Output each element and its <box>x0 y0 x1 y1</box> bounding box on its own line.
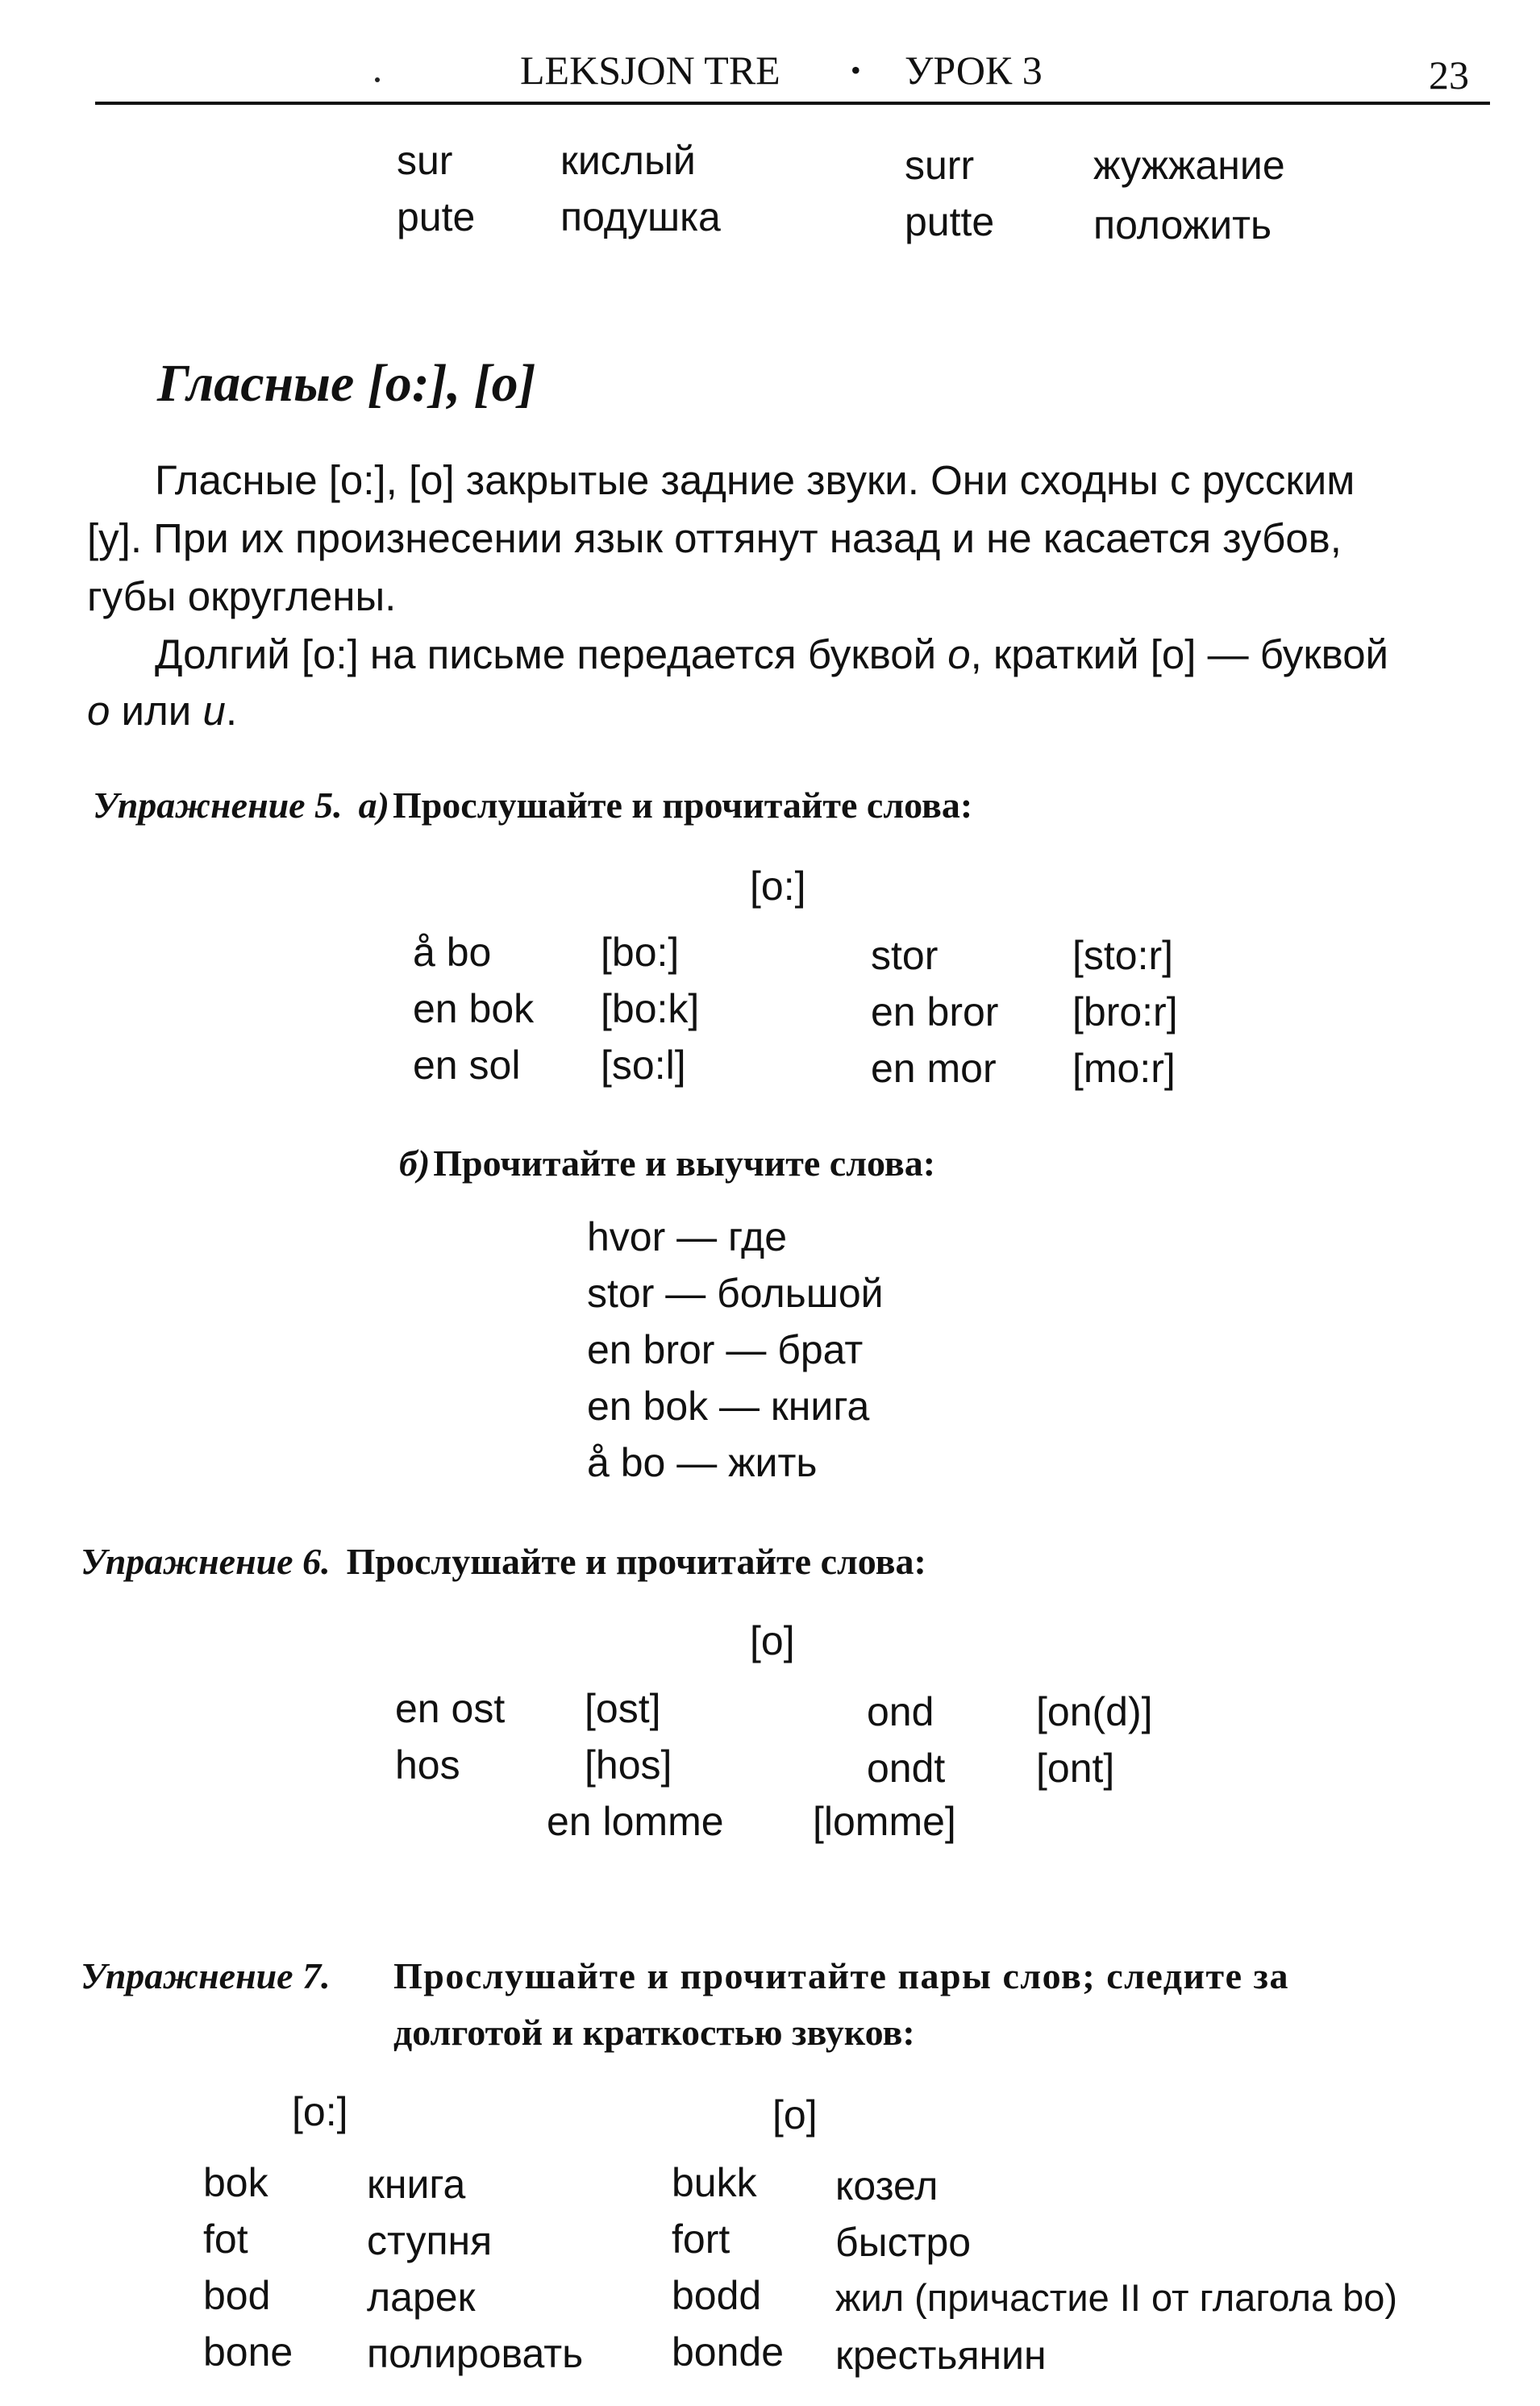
word: en bror <box>871 989 999 1034</box>
part-marker: б) <box>399 1143 431 1184</box>
vocab-item: hvor — где <box>587 1214 788 1259</box>
print-speck <box>375 77 380 82</box>
word-long-ru: ларек <box>367 2275 476 2320</box>
transcription: [ost] <box>585 1686 661 1731</box>
word: ondt <box>867 1746 946 1791</box>
column-sound-short: [o] <box>772 2092 818 2138</box>
transcription: [lomme] <box>813 1799 956 1844</box>
exercise-5b-heading <box>399 1142 935 1184</box>
header-bullet: • <box>851 54 861 86</box>
word: hos <box>395 1742 460 1788</box>
page-number: 23 <box>1429 52 1469 98</box>
word-long: fot <box>203 2217 248 2262</box>
transcription: [on(d)] <box>1036 1689 1153 1734</box>
exercise-instruction: Прослушайте и прочитайте слова: <box>346 1541 926 1582</box>
word-long-ru: полировать <box>367 2331 584 2376</box>
word-ru: жужжание <box>1093 143 1285 188</box>
word-short-ru: крестьянин <box>835 2333 1047 2378</box>
column-sound-long: [o:] <box>292 2089 348 2134</box>
transcription: [bro:r] <box>1072 989 1178 1034</box>
word-short: bukk <box>672 2160 757 2205</box>
paragraph-line: Долгий [o:] на письме передается буквой o, краткий [o] — буквой <box>155 631 1389 677</box>
section-title: Гласные [o:], [o] <box>157 354 536 413</box>
word-short-ru: быстро <box>835 2220 972 2265</box>
exercise-6-heading <box>81 1540 926 1583</box>
word: en ost <box>395 1686 506 1731</box>
word: ond <box>867 1689 934 1734</box>
vocab-item: å bo — жить <box>587 1440 818 1485</box>
paragraph-line: губы округлены. <box>87 573 397 619</box>
word-long: bone <box>203 2329 293 2375</box>
header-rule <box>95 102 1490 105</box>
word-ru: кислый <box>560 138 696 183</box>
exercise-label: Упражнение 6. <box>81 1541 331 1582</box>
transcription: [hos] <box>585 1742 672 1788</box>
exercise-instruction: Прослушайте и прочитайте слова: <box>392 785 973 826</box>
word-short: fort <box>672 2217 730 2262</box>
header-title-left: LEKSJON TRE <box>520 48 780 93</box>
transcription: [bo:k] <box>601 986 700 1031</box>
vocab-item: en bok — книга <box>587 1384 870 1429</box>
exercise-label: Упражнение 5. <box>93 785 343 826</box>
word: en sol <box>413 1043 521 1088</box>
transcription: [ont] <box>1036 1746 1115 1791</box>
word: å bo <box>413 930 492 975</box>
part-marker: а) <box>358 785 389 826</box>
header-title-right: УРОК 3 <box>905 48 1043 93</box>
paragraph-line: o или u. <box>87 688 237 734</box>
exercise-instruction-line: Прослушайте и прочитайте пары слов; следите за <box>393 1955 1290 1996</box>
sound-label: [o] <box>750 1618 795 1663</box>
word: en lomme <box>547 1799 724 1844</box>
word-short: bonde <box>672 2329 785 2375</box>
sound-label: [o:] <box>750 864 806 909</box>
word-long-ru: ступня <box>367 2218 493 2263</box>
word-ru: подушка <box>560 194 721 239</box>
word-no: putte <box>905 199 995 244</box>
transcription: [so:l] <box>601 1043 686 1088</box>
word: en bok <box>413 986 535 1031</box>
word-long-ru: книга <box>367 2162 466 2207</box>
exercise-instruction: Прочитайте и выучите слова: <box>433 1143 936 1184</box>
vocab-item: stor — большой <box>587 1271 884 1316</box>
word-short-ru: жил (причастие II от глагола bo) <box>835 2276 1398 2319</box>
word-no: pute <box>397 194 476 239</box>
exercise-label: Упражнение 7. <box>81 1955 331 1996</box>
word-long: bok <box>203 2160 268 2205</box>
paragraph-line: Гласные [o:], [o] закрытые задние звуки. Они сходны с русским <box>155 457 1355 503</box>
word-short-ru: козел <box>835 2163 939 2208</box>
exercise-5-heading <box>93 784 972 826</box>
vocab-item: en bror — брат <box>587 1327 864 1372</box>
word-long: bod <box>203 2273 271 2318</box>
word-short: bodd <box>672 2273 762 2318</box>
transcription: [mo:r] <box>1072 1046 1176 1091</box>
word-ru: положить <box>1093 202 1272 248</box>
word: stor <box>871 933 939 978</box>
paragraph-line: [у]. При их произнесении язык оттянут назад и не касается зубов, <box>87 515 1342 561</box>
transcription: [bo:] <box>601 930 680 975</box>
word-no: sur <box>397 138 453 183</box>
transcription: [sto:r] <box>1072 933 1174 978</box>
word-no: surr <box>905 143 975 188</box>
word: en mor <box>871 1046 997 1091</box>
exercise-instruction-line: долготой и краткостью звуков: <box>393 2012 915 2053</box>
